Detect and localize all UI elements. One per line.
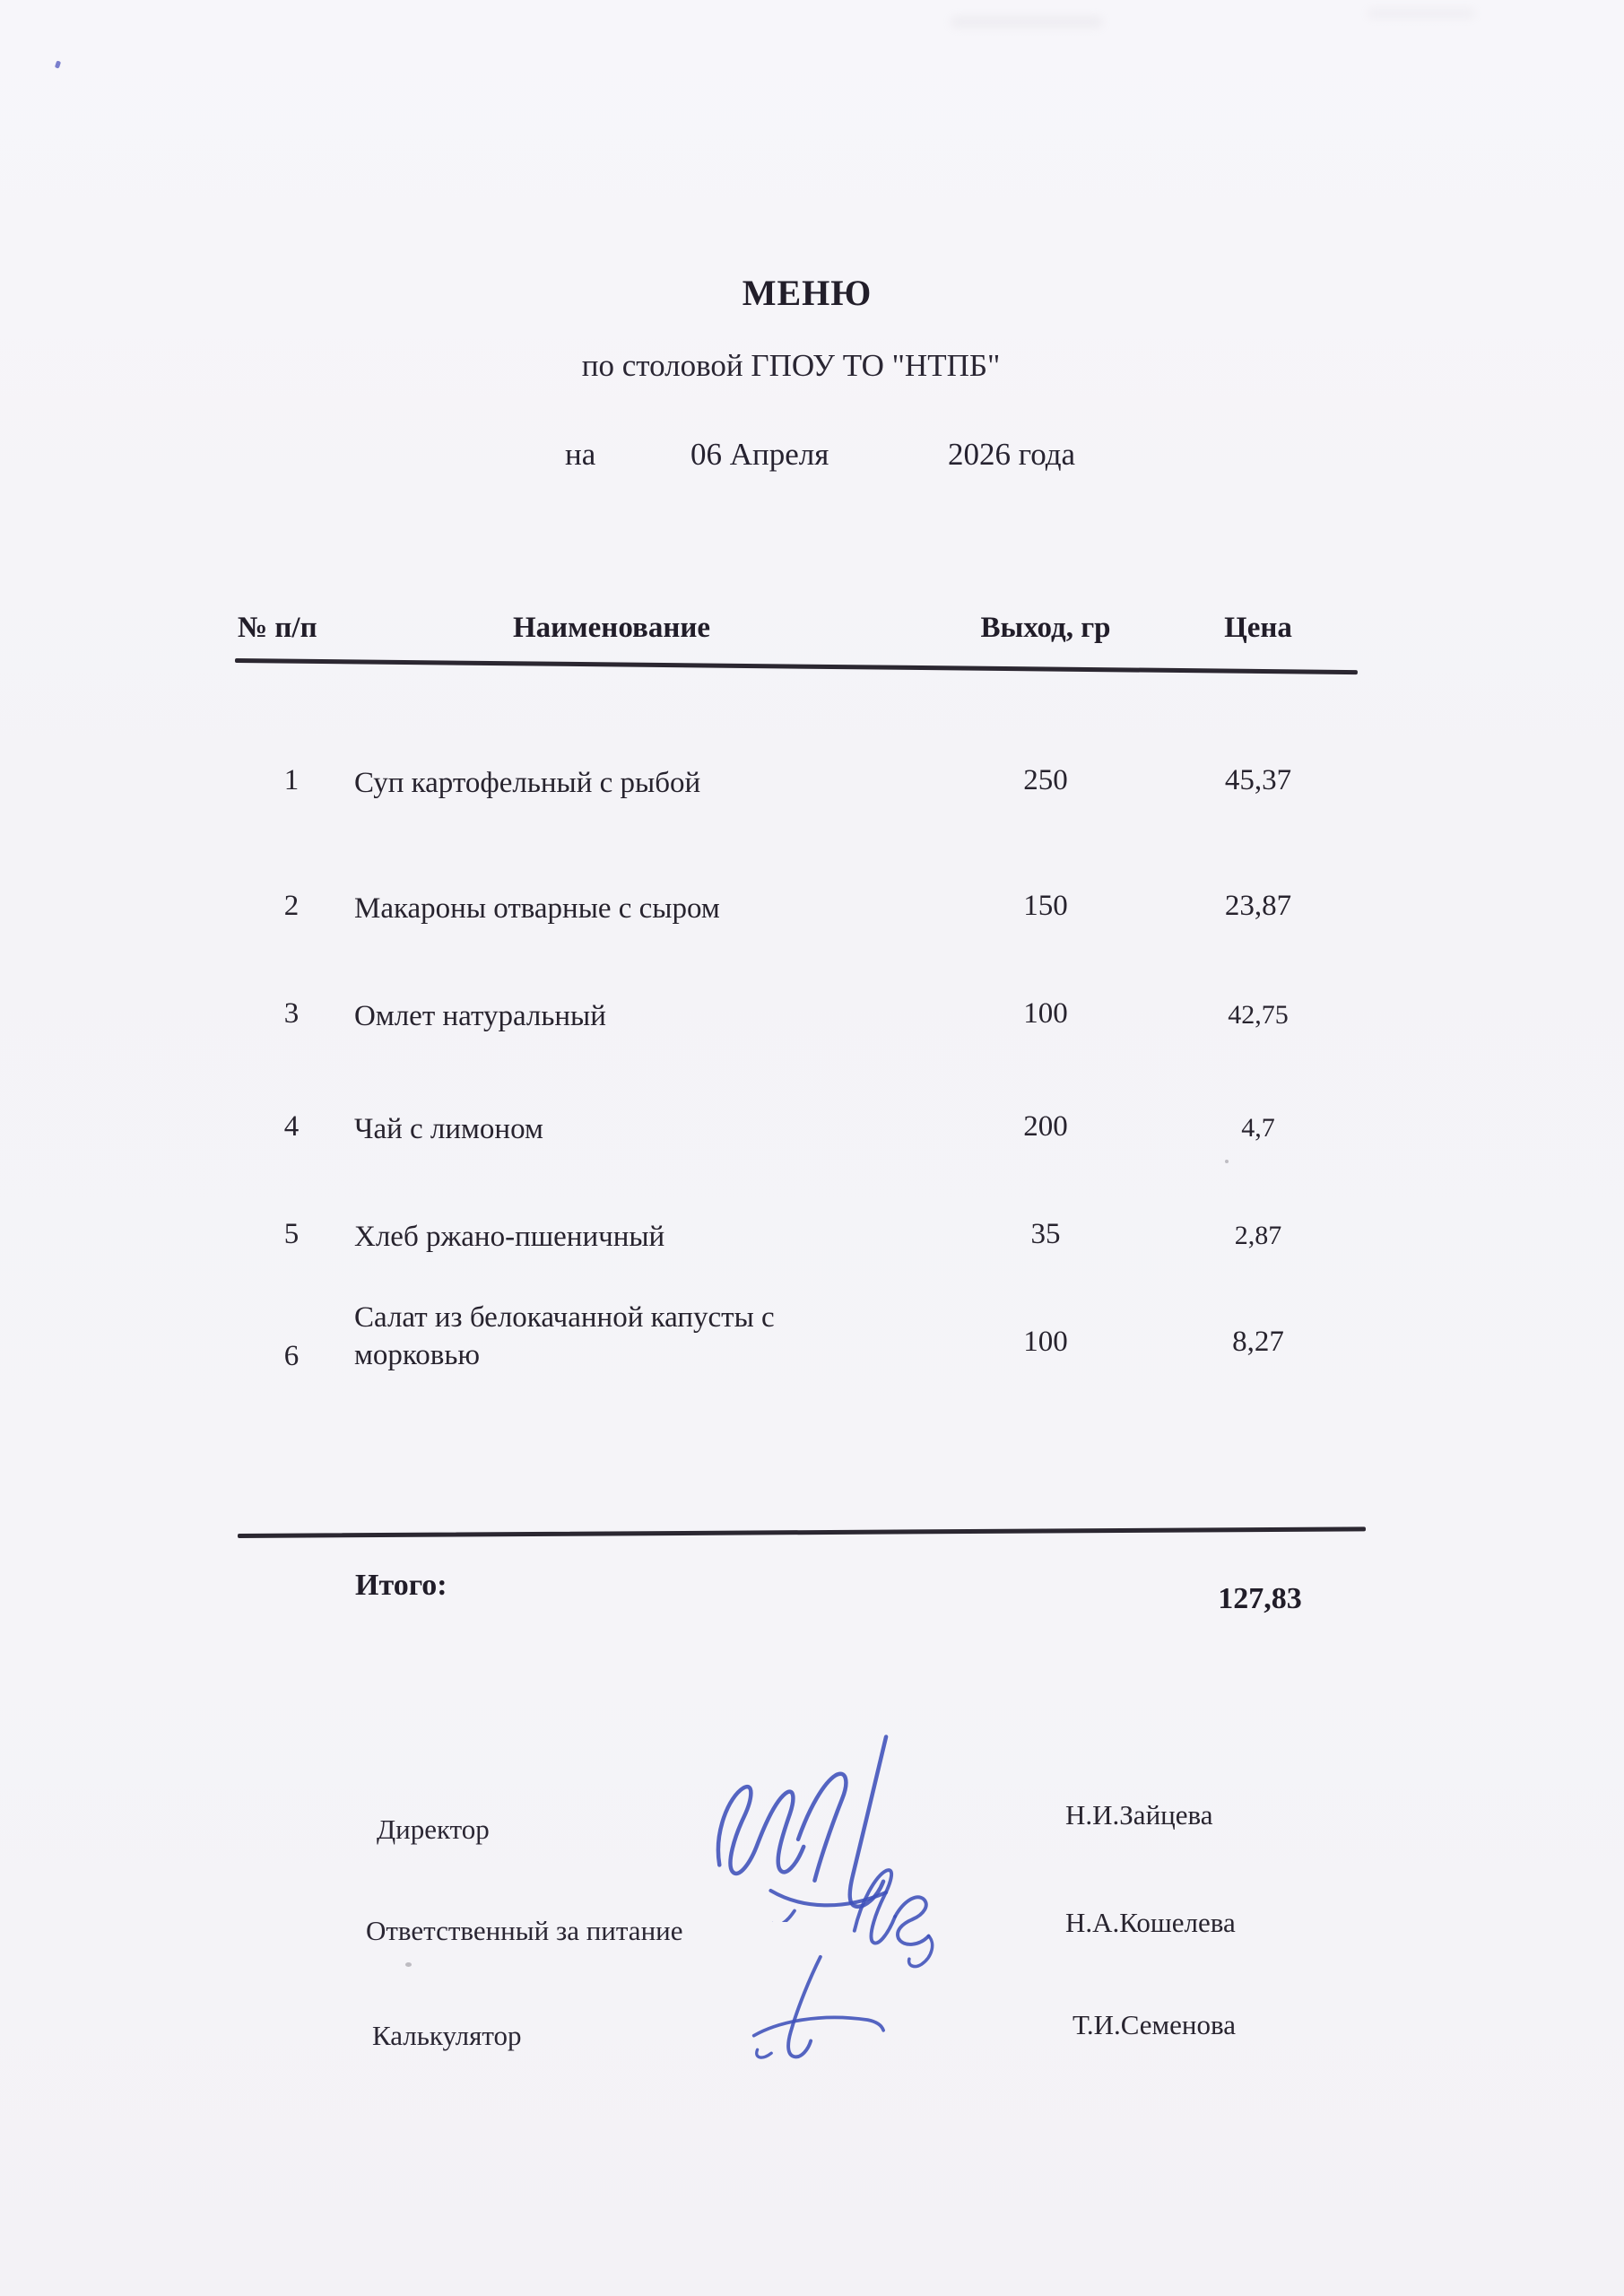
dish-name: Салат из белокачанной капусты с морковью [354, 1301, 775, 1372]
paper-speck [405, 1962, 412, 1967]
dish-price: 45,37 [1224, 764, 1292, 796]
scan-smudge [1368, 9, 1475, 18]
date-prefix: на [565, 437, 596, 472]
row-number: 5 [283, 1218, 300, 1250]
header-rule [235, 658, 1358, 674]
dish-output: 35 [1030, 1218, 1061, 1250]
dish-output: 200 [1023, 1110, 1068, 1143]
total-value: 127,83 [1218, 1582, 1302, 1615]
dish-name: Хлеб ржано-пшеничный [354, 1221, 665, 1253]
dish-price: 23,87 [1224, 890, 1292, 922]
row-number: 2 [283, 890, 300, 922]
dish-name: Макароны отварные с сыром [354, 892, 720, 925]
total-label: Итого: [355, 1569, 447, 1602]
scan-smudge [951, 16, 1103, 28]
dish-name: Омлет натуральный [354, 1000, 606, 1032]
dish-output: 250 [1023, 764, 1068, 796]
total-rule [238, 1526, 1366, 1538]
ink-speck [55, 60, 61, 68]
document-subtitle: по столовой ГПОУ ТО "НТПБ" [581, 348, 1001, 383]
row-number: 3 [283, 997, 300, 1030]
dish-price: 4,7 [1241, 1113, 1275, 1143]
dish-output: 100 [1023, 1326, 1068, 1358]
date-value: 06 Апреля [690, 437, 829, 472]
document-title: МЕНЮ [742, 273, 873, 313]
signature-name-calculator: Т.И.Семенова [1073, 2009, 1236, 2040]
dish-price: 8,27 [1232, 1326, 1284, 1358]
dish-name: Чай с лимоном [354, 1113, 543, 1145]
column-header-num: № п/п [238, 612, 317, 644]
paper-speck [1225, 1160, 1229, 1163]
dish-name: Суп картофельный с рыбой [354, 767, 701, 799]
dish-price: 2,87 [1234, 1221, 1282, 1250]
column-header-name: Наименование [513, 612, 710, 644]
signature-role-calculator: Калькулятор [372, 2020, 522, 2051]
signature-name-director: Н.И.Зайцева [1065, 1799, 1213, 1831]
dish-output: 100 [1023, 997, 1068, 1030]
column-header-price: Цена [1224, 612, 1292, 644]
signature-role-food-officer: Ответственный за питание [366, 1915, 683, 1946]
row-number: 4 [283, 1110, 300, 1143]
row-number: 6 [283, 1340, 300, 1372]
calculator-signature-ink [735, 1952, 895, 2061]
dish-price: 42,75 [1228, 1000, 1289, 1030]
signature-name-food-officer: Н.А.Кошелева [1065, 1907, 1236, 1938]
dish-output: 150 [1023, 890, 1068, 922]
signature-role-director: Директор [377, 1813, 490, 1845]
date-year: 2026 года [948, 437, 1076, 472]
column-header-output: Выход, гр [980, 612, 1111, 644]
row-number: 1 [283, 764, 300, 796]
